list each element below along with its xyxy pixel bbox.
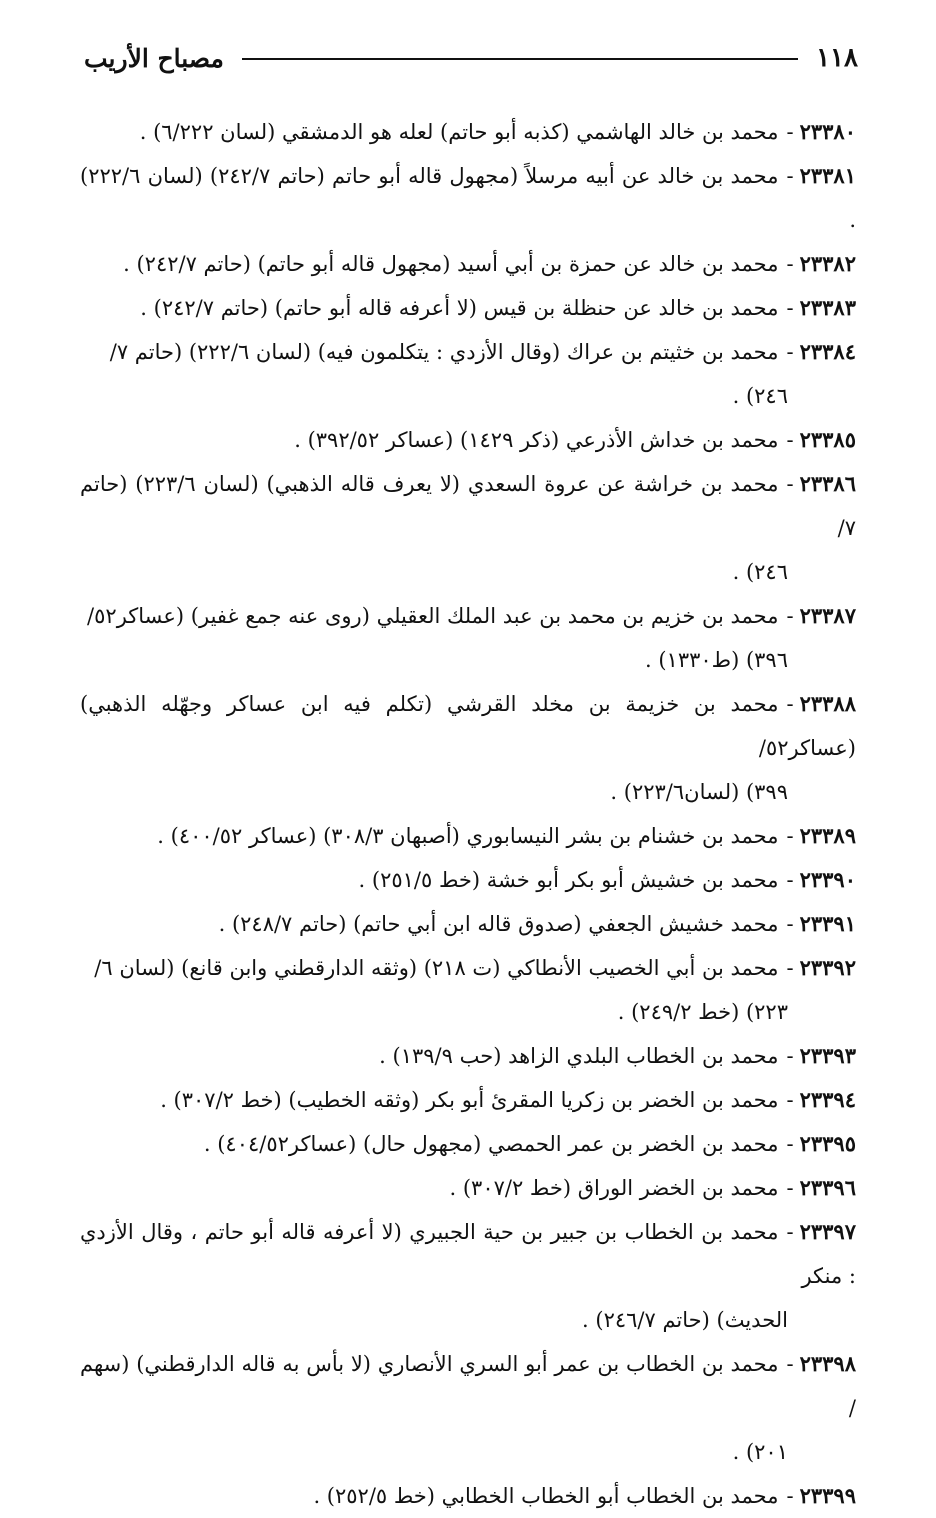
entry-number: ٢٣٣٨٨ [799,691,856,716]
entry-continuation: ٢٠١) . [732,1440,788,1464]
entry-text: محمد بن خداش الأذرعي (ذكر ١٤٢٩) (عساكر ٣٩٢/٥٢) . [294,428,779,452]
running-title: مصباح الأريب [84,43,224,73]
entry-text: محمد بن الخضر بن زكريا المقرئ أبو بكر (وثقه الخطيب) (خط ٣٠٧/٢) . [160,1088,779,1112]
entry-dash: - [786,252,794,276]
entry-dash: - [786,1220,794,1244]
entry-text: محمد بن خشنام بن بشر النيسابوري (أصبهان ٣٠٨/٣) (عساكر ٤٠٠/٥٢) . [157,824,779,848]
entry-continuation: ٢٢٣) (خط ٢٤٩/٢) . [617,1000,788,1024]
entry-number: ٢٣٣٩٦ [799,1175,856,1200]
entry [80,1474,856,1518]
entry-dash: - [786,868,794,892]
entry-dash: - [786,912,794,936]
entry-continuation: ٢٤٦) . [732,384,788,408]
entry-text: محمد بن خالد عن حمزة بن أبي أسيد (مجهول قاله أبو حاتم) (حاتم ٢٤٢/٧) . [123,252,779,276]
entry [80,902,856,946]
entry [80,418,856,462]
entry [80,110,856,154]
page-header [84,38,858,78]
entry-dash: - [786,1088,794,1112]
entry-number: ٢٣٣٨١ [799,163,856,188]
entry-text: محمد بن خزيمة بن مخلد القرشي (تكلم فيه ابن عساكر وجهّله الذهبي) (عساكر٥٢/ [80,692,856,760]
entry-dash: - [786,1132,794,1156]
entry-continuation: الحديث) (حاتم ٢٤٦/٧) . [582,1308,788,1332]
entry-number: ٢٣٣٩٥ [799,1131,856,1156]
entry-text: محمد بن خشيش أبو بكر أبو خشة (خط ٢٥١/٥) . [358,868,779,892]
entry-dash: - [786,1352,794,1376]
entry-text: محمد بن خالد الهاشمي (كذبه أبو حاتم) لعله هو الدمشقي (لسان ٦/٢٢٢) . [139,120,779,144]
entry [80,1166,856,1210]
entry-dash: - [786,1484,794,1508]
entry-number: ٢٣٣٩٣ [799,1043,856,1068]
entry [80,286,856,330]
entries-list [80,110,856,1518]
entry-dash: - [786,164,794,188]
entry-text: محمد بن الخطاب أبو الخطاب الخطابي (خط ٢٥٢/٥) . [313,1484,779,1508]
entry-text: محمد بن خراشة عن عروة السعدي (لا يعرف قاله الذهبي) (لسان ٢٢٣/٦) (حاتم ٧/ [80,472,856,540]
entry-continuation: ٢٤٦) . [732,560,788,584]
entry-text: محمد بن خالد عن حنظلة بن قيس (لا أعرفه قاله أبو حاتم) (حاتم ٢٤٢/٧) . [140,296,779,320]
entry-dash: - [786,472,794,496]
entry-number: ٢٣٣٩٢ [799,955,856,980]
entry-continuation: ٣٩٦) (ط١٣٣٠) . [645,648,788,672]
entry [80,1034,856,1078]
entry-number: ٢٣٣٨٤ [799,339,856,364]
entry-number: ٢٣٣٨٠ [799,119,856,144]
entry-text: محمد بن الخطاب بن عمر أبو السري الأنصاري (لا بأس به قاله الدارقطني) (سهم / [80,1352,856,1420]
entry [80,1122,856,1166]
entry-dash: - [786,604,794,628]
entry-dash: - [786,340,794,364]
entry [80,1342,856,1474]
entry-dash: - [786,1176,794,1200]
entry-text: محمد بن الخطاب بن جبير بن حية الجبيري (لا أعرفه قاله أبو حاتم ، وقال الأزدي : منكر [80,1220,856,1288]
header-rule [242,58,798,60]
entry-number: ٢٣٣٨٣ [799,295,856,320]
entry-continuation: ٣٩٩) (لسان٢٢٣/٦) . [610,780,788,804]
entry-number: ٢٣٣٩٠ [799,867,856,892]
entry-number: ٢٣٣٩٤ [799,1087,856,1112]
entry-number: ٢٣٣٨٦ [799,471,856,496]
entry-dash: - [786,824,794,848]
entry [80,814,856,858]
entry-dash: - [786,296,794,320]
entry [80,1078,856,1122]
entry-dash: - [786,120,794,144]
entry-dash: - [786,692,794,716]
entry-text: محمد خشيش الجعفي (صدوق قاله ابن أبي حاتم) (حاتم ٢٤٨/٧) . [218,912,779,936]
entry-number: ٢٣٣٩١ [799,911,856,936]
entry-dash: - [786,1044,794,1068]
entry-text: محمد بن الخضر الوراق (خط ٣٠٧/٢) . [449,1176,779,1200]
entry-text: محمد بن خالد عن أبيه مرسلاً (مجهول قاله أبو حاتم (حاتم ٢٤٢/٧) (لسان ٢٢٢/٦) . [80,164,856,232]
entry [80,462,856,594]
entry-text: محمد بن الخطاب البلدي الزاهد (حب ١٣٩/٩) . [379,1044,779,1068]
entry-text: محمد بن خثيتم بن عراك (وقال الأزدي : يتكلمون فيه) (لسان ٢٢٢/٦) (حاتم ٧/ [109,340,779,364]
entry [80,594,856,682]
entry-number: ٢٣٣٩٨ [799,1351,856,1376]
entry-text: محمد بن أبي الخصيب الأنطاكي (ت ٢١٨) (وثقه الدارقطني وابن قانع) (لسان ٦/ [94,956,779,980]
entry [80,154,856,242]
entry-number: ٢٣٣٩٧ [799,1219,856,1244]
page-number: ١١٨ [816,43,858,73]
entry-dash: - [786,956,794,980]
entry-text: محمد بن خزيم بن محمد بن عبد الملك العقيلي (روى عنه جمع غفير) (عساكر٥٢/ [87,604,779,628]
entry-text: محمد بن الخضر بن عمر الحمصي (مجهول حال) (عساكر٤٠٤/٥٢) . [203,1132,779,1156]
entry-number: ٢٣٣٨٥ [799,427,856,452]
entry [80,946,856,1034]
entry [80,242,856,286]
entry [80,330,856,418]
entry [80,682,856,814]
entry-number: ٢٣٣٩٩ [799,1483,856,1508]
entry [80,1210,856,1342]
entry-number: ٢٣٣٨٧ [799,603,856,628]
entry [80,858,856,902]
entry-number: ٢٣٣٨٩ [799,823,856,848]
entry-number: ٢٣٣٨٢ [799,251,856,276]
entry-dash: - [786,428,794,452]
